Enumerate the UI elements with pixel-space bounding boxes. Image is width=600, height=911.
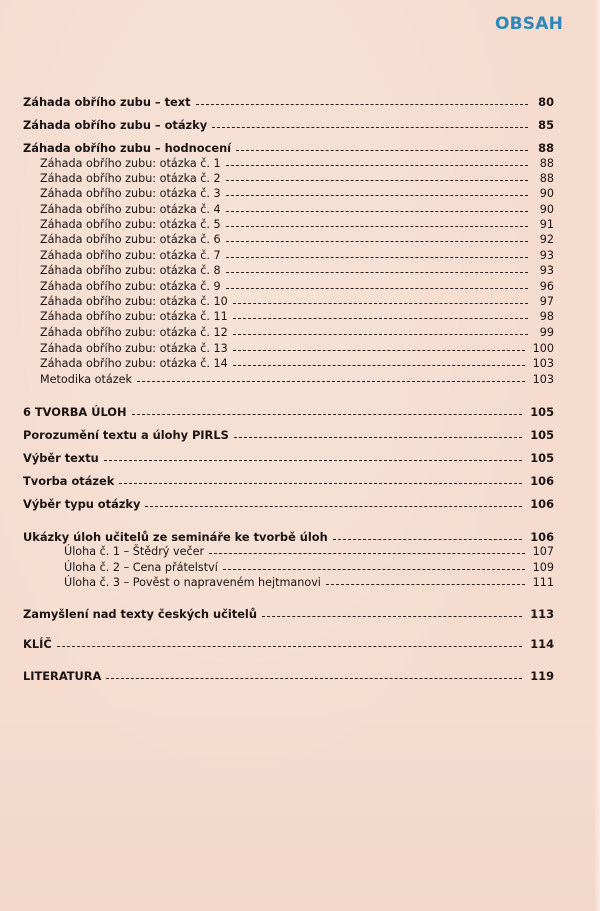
page-edge	[594, 0, 600, 911]
toc-entry-label: Záhada obřího zubu: otázka č. 8	[40, 264, 221, 277]
toc-entry-label: Zamyšlení nad texty českých učitelů	[23, 607, 257, 621]
toc-entry	[23, 451, 554, 465]
toc-entry	[23, 95, 554, 109]
toc-leader-dashes	[223, 569, 525, 570]
toc-entry	[23, 637, 554, 651]
toc-entry	[40, 157, 554, 171]
toc-entry-label: KLÍČ	[23, 637, 52, 651]
toc-entry-page-number: 105	[530, 405, 554, 419]
toc-entry-label: Záhada obřího zubu – hodnocení	[23, 141, 232, 155]
toc-leader-dashes	[226, 180, 528, 181]
toc-leader-dashes	[119, 483, 522, 484]
toc-entry-label: Záhada obřího zubu: otázka č. 4	[40, 203, 221, 216]
toc-entry-page-number: 114	[530, 637, 554, 651]
toc-leader-dashes	[226, 257, 528, 258]
toc-entry	[23, 474, 554, 488]
toc-entry-page-number: 99	[539, 326, 554, 339]
toc-entry	[23, 607, 554, 621]
toc-entry-page-number: 100	[532, 342, 554, 355]
toc-leader-dashes	[262, 616, 522, 617]
toc-leader-dashes	[233, 350, 525, 351]
toc-entry-page-number: 85	[538, 118, 554, 132]
toc-entry-label: Záhada obřího zubu – text	[23, 95, 191, 109]
toc-entry-page-number: 105	[530, 451, 554, 465]
toc-entry-label: Úloha č. 3 – Pověst o napraveném hejtmanovi	[64, 576, 321, 589]
toc-leader-dashes	[226, 272, 528, 273]
toc-leader-dashes	[233, 318, 528, 319]
toc-entry	[40, 233, 554, 247]
toc-entry	[40, 264, 554, 278]
toc-entry-page-number: 88	[538, 141, 554, 155]
toc-entry-label: Záhada obřího zubu: otázka č. 6	[40, 233, 221, 246]
toc-entry	[23, 428, 554, 442]
toc-leader-dashes	[137, 381, 525, 382]
toc-entry-page-number: 91	[539, 218, 554, 231]
toc-entry-page-number: 106	[530, 497, 554, 511]
toc-entry-label: Záhada obřího zubu: otázka č. 9	[40, 280, 221, 293]
toc-leader-dashes	[132, 414, 523, 415]
toc-entry-page-number: 92	[539, 233, 554, 246]
toc-entry-label: Záhada obřího zubu: otázka č. 7	[40, 249, 221, 262]
toc-entry	[40, 218, 554, 232]
toc-leader-dashes	[145, 506, 522, 507]
toc-entry-page-number: 93	[539, 264, 554, 277]
toc-entry	[40, 172, 554, 186]
toc-entry-page-number: 93	[539, 249, 554, 262]
toc-entry	[64, 576, 554, 590]
toc-entry-page-number: 88	[539, 157, 554, 170]
toc-entry	[40, 187, 554, 201]
toc-leader-dashes	[236, 150, 528, 151]
toc-leader-dashes	[233, 303, 528, 304]
toc-entry-label: 6 TVORBA ÚLOH	[23, 405, 127, 419]
toc-entry-page-number: 106	[530, 474, 554, 488]
toc-entry-label: Úloha č. 2 – Cena přátelství	[64, 561, 218, 574]
toc-leader-dashes	[226, 195, 528, 196]
toc-entry-label: Porozumění textu a úlohy PIRLS	[23, 428, 229, 442]
toc-leader-dashes	[333, 539, 523, 540]
toc-entry	[23, 141, 554, 155]
toc-entry-label: LITERATURA	[23, 669, 102, 683]
toc-entry	[40, 249, 554, 263]
toc-entry	[40, 326, 554, 340]
toc-leader-dashes	[233, 334, 528, 335]
toc-leader-dashes	[196, 104, 528, 105]
header-band	[0, 0, 600, 52]
toc-entry-page-number: 113	[530, 607, 554, 621]
toc-entry-label: Výběr textu	[23, 451, 99, 465]
toc-entry	[40, 203, 554, 217]
toc-entry-label: Ukázky úloh učitelů ze semináře ke tvorbě úloh	[23, 530, 328, 544]
toc-entry	[23, 405, 554, 419]
toc-entry-page-number: 90	[539, 187, 554, 200]
toc-entry-page-number: 105	[530, 428, 554, 442]
toc-entry	[40, 357, 554, 371]
toc-leader-dashes	[234, 437, 522, 438]
toc-entry	[23, 497, 554, 511]
toc-leader-dashes	[226, 165, 528, 166]
page-lower-area	[0, 700, 600, 911]
page-header-title: OBSAH	[494, 14, 563, 34]
toc-leader-dashes	[212, 127, 528, 128]
toc-entry	[64, 545, 554, 559]
toc-entry-label: Tvorba otázek	[23, 474, 115, 488]
toc-entry	[40, 280, 554, 294]
toc-entry	[64, 561, 554, 575]
toc-entry-label: Záhada obřího zubu: otázka č. 13	[40, 342, 228, 355]
toc-entry-label: Záhada obřího zubu – otázky	[23, 118, 208, 132]
toc-entry-page-number: 106	[530, 530, 554, 544]
toc-entry	[40, 342, 554, 356]
toc-entry-label: Záhada obřího zubu: otázka č. 3	[40, 187, 221, 200]
toc-entry-page-number: 109	[532, 561, 554, 574]
toc-entry-page-number: 80	[538, 95, 554, 109]
toc-leader-dashes	[57, 646, 523, 647]
toc-entry-label: Záhada obřího zubu: otázka č. 12	[40, 326, 228, 339]
toc-leader-dashes	[209, 553, 525, 554]
toc-entry-label: Záhada obřího zubu: otázka č. 1	[40, 157, 221, 170]
toc-entry-page-number: 88	[539, 172, 554, 185]
toc-entry-page-number: 90	[539, 203, 554, 216]
toc-entry-label: Záhada obřího zubu: otázka č. 2	[40, 172, 221, 185]
toc-entry-label: Výběr typu otázky	[23, 497, 141, 511]
toc-entry-page-number: 119	[530, 669, 554, 683]
toc-leader-dashes	[106, 678, 522, 679]
toc-entry-page-number: 111	[532, 576, 554, 589]
toc-leader-dashes	[104, 460, 522, 461]
toc-leader-dashes	[326, 584, 525, 585]
toc-entry-page-number: 103	[532, 357, 554, 370]
toc-leader-dashes	[226, 288, 528, 289]
toc-entry-label: Záhada obřího zubu: otázka č. 11	[40, 310, 228, 323]
toc-entry-label: Záhada obřího zubu: otázka č. 5	[40, 218, 221, 231]
toc-leader-dashes	[226, 211, 528, 212]
toc-entry-page-number: 107	[532, 545, 554, 558]
toc-entry-page-number: 96	[539, 280, 554, 293]
toc-entry-label: Záhada obřího zubu: otázka č. 14	[40, 357, 228, 370]
toc-leader-dashes	[226, 226, 528, 227]
toc-entry	[23, 530, 554, 544]
toc-entry-page-number: 97	[539, 295, 554, 308]
toc-entry	[40, 310, 554, 324]
toc-entry-label: Záhada obřího zubu: otázka č. 10	[40, 295, 228, 308]
toc-entry-label: Úloha č. 1 – Štědrý večer	[64, 545, 205, 558]
toc-entry	[40, 373, 554, 387]
toc-entry	[40, 295, 554, 309]
toc-entry	[23, 669, 554, 683]
toc-leader-dashes	[233, 365, 525, 366]
toc-entry-page-number: 103	[532, 373, 554, 386]
toc-entry-page-number: 98	[539, 310, 554, 323]
toc-entry	[23, 118, 554, 132]
toc-entry-label: Metodika otázek	[40, 373, 132, 386]
toc-leader-dashes	[226, 241, 528, 242]
